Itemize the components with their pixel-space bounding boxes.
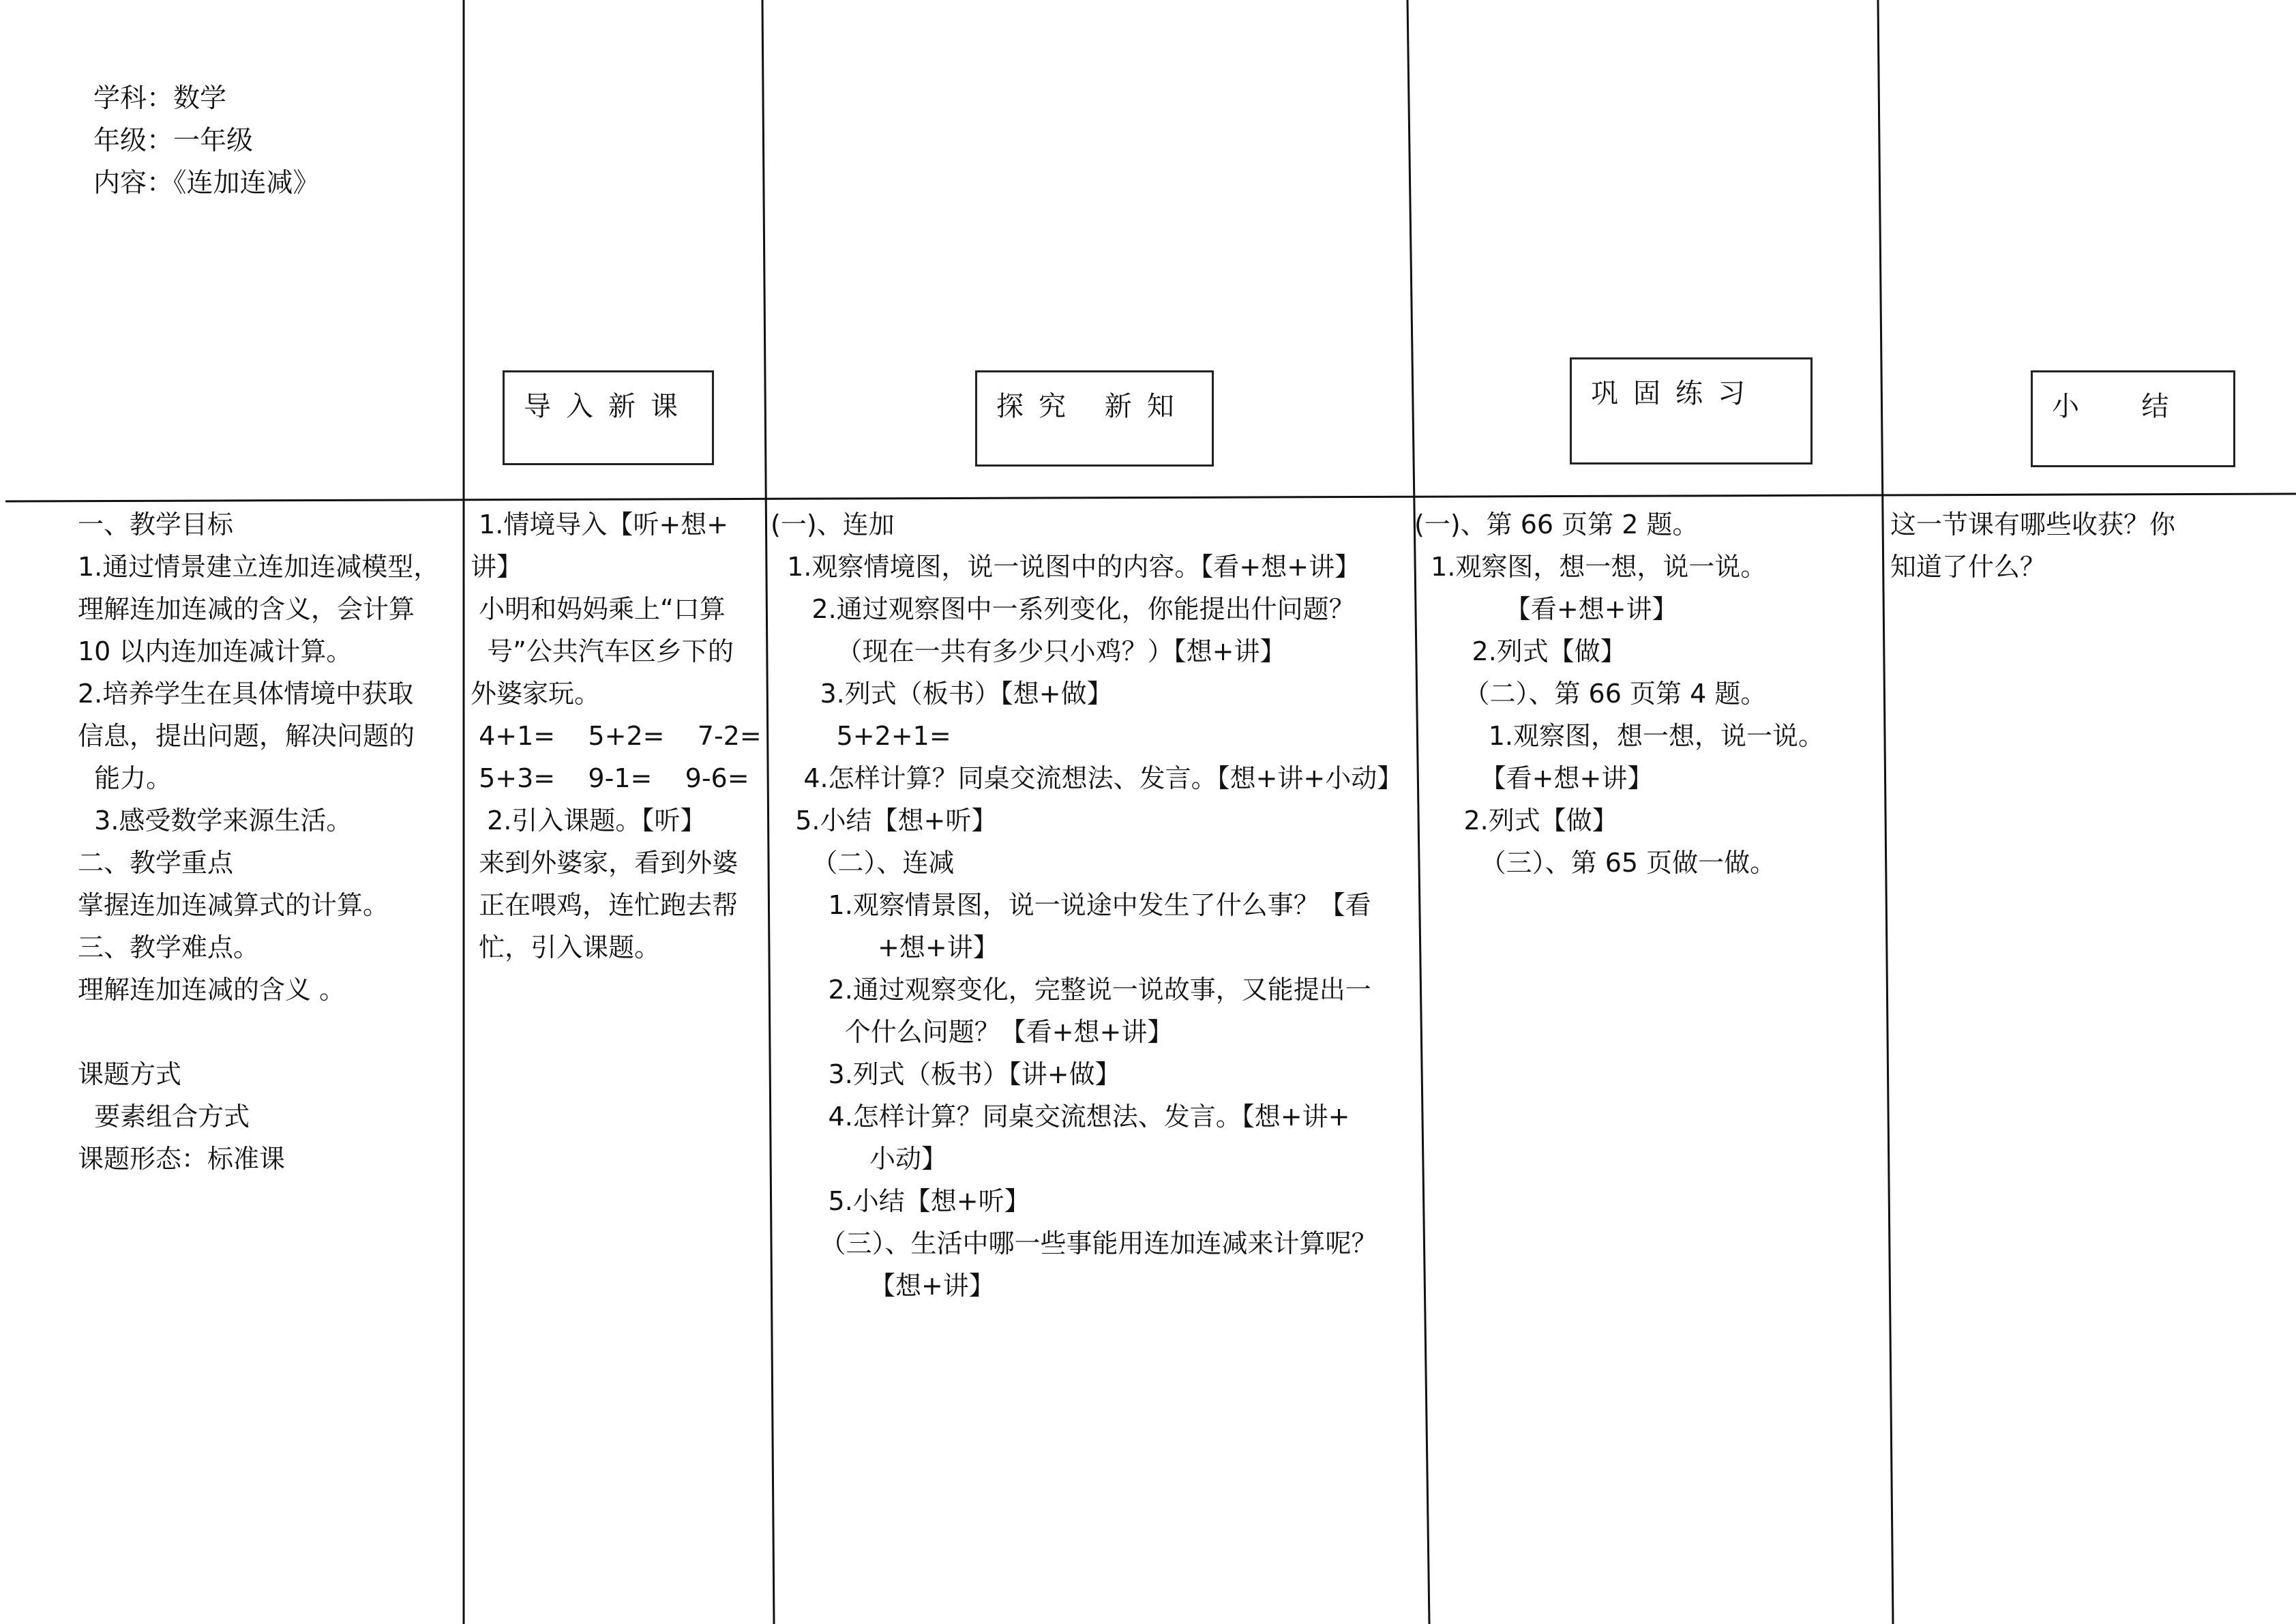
- text-line: 【想+讲】: [771, 1271, 995, 1301]
- text-line: 【看+想+讲】: [1414, 594, 1678, 624]
- text-line: 要素组合方式: [78, 1102, 250, 1132]
- text-line: 2.通过观察变化，完整说一说故事，又能提出一: [771, 975, 1371, 1005]
- text-line: （三）、生活中哪一些事能用连加连减来计算呢？: [771, 1228, 1377, 1258]
- grade-label: 年级：一年级: [93, 126, 254, 156]
- text-line: 号”公共汽车区乡下的: [471, 636, 734, 666]
- text-line: 2.通过观察图中一系列变化，你能提出什问题？: [771, 594, 1355, 624]
- text-line: 1.观察图，想一想，说一说。: [1414, 552, 1767, 582]
- text-line: （二）、连减: [771, 848, 955, 878]
- text-line: 能力。: [78, 763, 173, 793]
- text-line: （二）、第 66 页第 4 题。: [1414, 679, 1767, 709]
- content-label: 内容：《连加连减》: [93, 168, 320, 198]
- text-line: 掌握连加连减算式的计算。: [78, 890, 389, 920]
- text-line: 一、教学目标: [78, 510, 234, 540]
- heading-summary: 小 结: [2031, 370, 2235, 467]
- text-line: （三）、第 65 页做一做。: [1414, 848, 1776, 878]
- subject-label: 学科：数学: [93, 83, 227, 114]
- text-line: 二、教学重点: [78, 848, 234, 878]
- text-line: (一)、第 66 页第 2 题。: [1414, 510, 1699, 540]
- heading-practice: 巩固练习: [1570, 357, 1813, 464]
- row-divider: [5, 494, 2296, 501]
- summary-column: [1890, 503, 2175, 588]
- text-line: 1.观察情景图，说一说途中发生了什么事？【看: [771, 890, 1371, 920]
- text-line: 忙，引入课题。: [471, 932, 661, 962]
- text-line: 5.小结【想+听】: [771, 1186, 1030, 1216]
- text-line: 5+2+1=: [771, 721, 951, 751]
- text-line: 3.列式（板书）【讲+做】: [771, 1059, 1121, 1089]
- text-line: （现在一共有多少只小鸡？）【想+讲】: [771, 636, 1286, 666]
- text-line: 这一节课有哪些收获？你: [1890, 510, 2176, 540]
- text-line: 1.观察情境图，说一说图中的内容。【看+想+讲】: [771, 552, 1361, 582]
- text-line: 1.通过情景建立连加连减模型，: [78, 552, 440, 582]
- text-line: 2.引入课题。【听】: [471, 806, 706, 836]
- text-line: 个什么问题？【看+想+讲】: [771, 1017, 1174, 1047]
- text-line: 三、教学难点。: [78, 932, 260, 962]
- text-line: 4+1= 5+2= 7-2=: [471, 721, 762, 751]
- text-line: 小明和妈妈乘上“口算: [471, 594, 726, 624]
- text-line: 小动】: [771, 1144, 947, 1174]
- text-line: 信息，提出问题，解决问题的: [78, 721, 415, 751]
- text-line: 课题方式: [78, 1059, 182, 1089]
- text-line: 5.小结【想+听】: [771, 806, 998, 836]
- explore-column: [771, 503, 1403, 1307]
- text-line: 理解连加连减的含义，会计算: [78, 594, 415, 624]
- text-line: 3.列式（板书）【想+做】: [771, 679, 1113, 709]
- column-divider-4: [1878, 0, 1893, 1624]
- text-line: 正在喂鸡，连忙跑去帮: [471, 890, 739, 920]
- text-line: +想+讲】: [771, 932, 999, 962]
- text-line: 2.列式【做】: [1414, 806, 1618, 836]
- practice-column: [1414, 503, 1824, 884]
- text-line: 外婆家玩。: [471, 679, 601, 709]
- lesson-info: [93, 78, 320, 205]
- text-line: 来到外婆家，看到外婆: [471, 848, 739, 878]
- text-line: 4.怎样计算？同桌交流想法、发言。【想+讲+: [771, 1102, 1350, 1132]
- text-line: 5+3= 9-1= 9-6=: [471, 763, 749, 793]
- text-line: 知道了什么？: [1890, 552, 2046, 582]
- text-line: 3.感受数学来源生活。: [78, 806, 353, 836]
- text-line: (一)、连加: [771, 510, 895, 540]
- teaching-goals-column: [78, 503, 439, 1180]
- heading-intro: 导入新课: [503, 370, 714, 465]
- intro-column: [471, 503, 762, 969]
- text-line: 1.观察图，想一想，说一说。: [1414, 721, 1824, 751]
- text-line: 1.情境导入【听+想+: [471, 510, 729, 540]
- text-line: 10 以内连加连减计算。: [78, 636, 353, 666]
- text-line: 【看+想+讲】: [1414, 763, 1654, 793]
- text-line: [78, 1011, 439, 1053]
- text-line: 4.怎样计算？同桌交流想法、发言。【想+讲+小动】: [771, 763, 1403, 793]
- heading-explore: 探究 新知: [975, 370, 1214, 467]
- text-line: 2.列式【做】: [1414, 636, 1626, 666]
- text-line: 理解连加连减的含义 。: [78, 975, 346, 1005]
- text-line: 2.培养学生在具体情境中获取: [78, 679, 414, 709]
- text-line: 课题形态：标准课: [78, 1144, 286, 1174]
- text-line: 讲】: [471, 552, 523, 582]
